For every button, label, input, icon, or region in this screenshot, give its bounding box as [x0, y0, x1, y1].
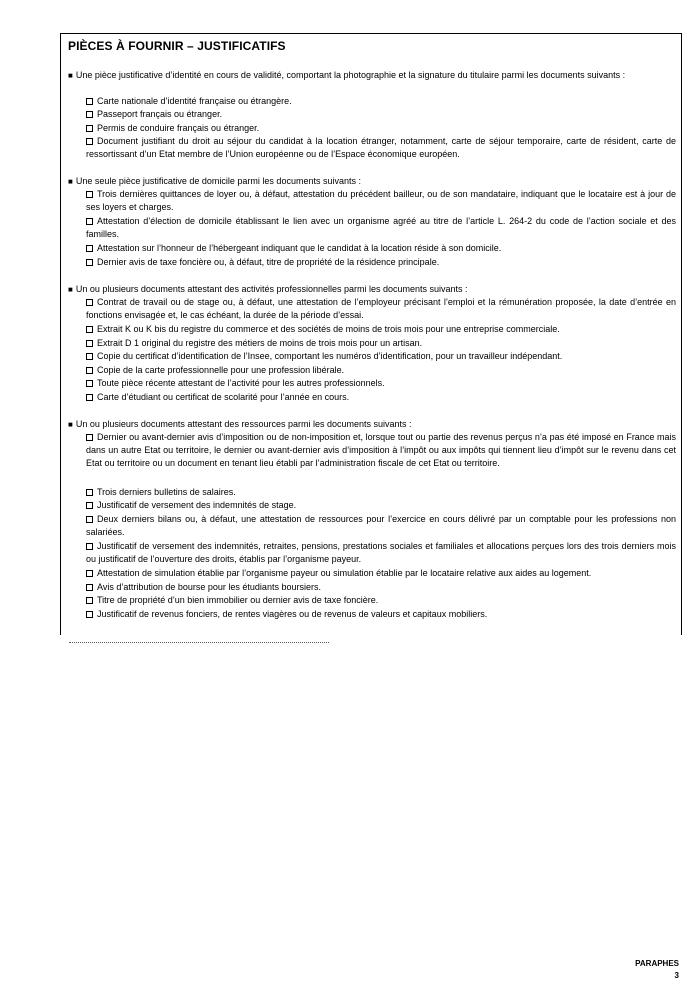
checkbox-icon[interactable]	[86, 570, 93, 577]
checkbox-icon[interactable]	[86, 353, 93, 360]
checklist-item[interactable]: Trois dernières quittances de loyer ou, à défaut, attestation du précédent bailleur, ou de son mandataire, indiquant que le locataire est à jour de ses loyers et charges.	[86, 189, 676, 213]
checkbox-icon[interactable]	[86, 367, 93, 374]
footer-initials	[635, 958, 679, 982]
checklist-item[interactable]: Passeport français ou étranger.	[86, 108, 676, 121]
checklist-item[interactable]: Document justifiant du droit au séjour du candidat à la location étranger, notamment, carte de séjour temporaire, carte de résident, carte de ressortissant d’un Etat membre de l’Union européenne ou de l’Espace économique européen.	[86, 136, 676, 160]
checkbox-icon[interactable]	[86, 434, 93, 441]
checkbox-icon[interactable]	[86, 489, 93, 496]
checklist-item[interactable]: Carte nationale d’identité française ou étrangère.	[86, 95, 676, 108]
checklist-item[interactable]: Attestation d’élection de domicile établissant le lien avec un organisme agréé au titre de l’article L. 264-2 du code de l’action sociale et des familles.	[86, 216, 676, 240]
checklist-item[interactable]: Permis de conduire français ou étranger.	[86, 122, 676, 135]
checkbox-icon[interactable]	[86, 340, 93, 347]
section-heading-domicile: ■ Une seule pièce justificative de domicile parmi les documents suivants :	[68, 176, 361, 186]
checklist-item[interactable]: Dernier avis de taxe foncière ou, à défaut, titre de propriété de la résidence principale.	[86, 256, 676, 269]
checklist-item[interactable]: Extrait D 1 original du registre des métiers de moins de trois mois pour un artisan.	[86, 337, 676, 350]
checklist-item[interactable]: Trois derniers bulletins de salaires.	[86, 486, 676, 499]
checkbox-icon[interactable]	[86, 611, 93, 618]
checkbox-icon[interactable]	[86, 125, 93, 132]
square-bullet-icon: ■	[68, 420, 73, 429]
square-bullet-icon: ■	[68, 177, 73, 186]
checkbox-icon[interactable]	[86, 111, 93, 118]
checklist-item[interactable]: Copie du certificat d’identification de l’Insee, comportant les numéros d’identification, pour un travailleur indépendant.	[86, 350, 676, 363]
checkbox-icon[interactable]	[86, 516, 93, 523]
checklist-item[interactable]: Toute pièce récente attestant de l’activité pour les autres professionnels.	[86, 377, 676, 390]
checkbox-icon[interactable]	[86, 259, 93, 266]
checklist-item[interactable]: Justificatif de versement des indemnités, retraites, pensions, prestations sociales et familiales et allocations perçues lors des trois derniers mois ou justificatif de l’ouverture des droits, établis par l’organisme payeur.	[86, 541, 676, 565]
section-heading-professional: ■ Un ou plusieurs documents attestant des activités professionnelles parmi les documents suivants :	[68, 284, 468, 294]
checkbox-icon[interactable]	[86, 245, 93, 252]
checkbox-icon[interactable]	[86, 218, 93, 225]
checklist-item[interactable]: Deux derniers bilans ou, à défaut, une attestation de ressources pour l’exercice en cours délivré par un comptable pour les professions non salariées.	[86, 514, 676, 538]
checklist-item[interactable]: Carte d’étudiant ou certificat de scolarité pour l’année en cours.	[86, 391, 676, 404]
checklist-item[interactable]: Avis d’attribution de bourse pour les étudiants boursiers.	[86, 581, 676, 594]
checkbox-icon[interactable]	[86, 138, 93, 145]
checkbox-icon[interactable]	[86, 394, 93, 401]
square-bullet-icon: ■	[68, 285, 73, 294]
checkbox-icon[interactable]	[86, 380, 93, 387]
checklist-item[interactable]: Extrait K ou K bis du registre du commerce et des sociétés de moins de trois mois pour une entreprise commerciale.	[86, 323, 676, 336]
checkbox-icon[interactable]	[86, 502, 93, 509]
square-bullet-icon: ■	[68, 71, 73, 80]
checklist-item[interactable]: Attestation sur l’honneur de l’hébergeant indiquant que le candidat à la location réside à son domicile.	[86, 242, 676, 255]
checkbox-icon[interactable]	[86, 597, 93, 604]
checklist-item[interactable]: Attestation de simulation établie par l’organisme payeur ou simulation établie par le locataire relative aux aides au logement.	[86, 567, 676, 580]
paraphes-label: PARAPHES	[635, 959, 679, 968]
checklist-item[interactable]: Justificatif de revenus fonciers, de rentes viagères ou de revenus de valeurs et capitaux mobiliers.	[86, 608, 676, 621]
checklist-item[interactable]: Justificatif de versement des indemnités de stage.	[86, 499, 676, 512]
checklist-item[interactable]: Titre de propriété d’un bien immobilier ou dernier avis de taxe foncière.	[86, 594, 676, 607]
page-title: PIÈCES À FOURNIR – JUSTIFICATIFS	[68, 39, 286, 53]
dotted-separator	[69, 642, 329, 643]
page-number: 3	[674, 971, 679, 980]
checklist-item[interactable]: Dernier ou avant-dernier avis d’imposition ou de non-imposition et, lorsque tout ou partie des revenus perçus n’a pas été imposé en France mais dans un autre Etat ou territoire, le dernier ou avant-dernier avis d’imposition à l’impôt ou aux impôts qui tiennent lieu d’impôt sur le revenu dans cet Etat ou territoire ou un document en tenant lieu établi par l’administration fiscale de cet Etat ou territoire.	[86, 432, 676, 469]
checkbox-icon[interactable]	[86, 326, 93, 333]
section-heading-resources: ■ Un ou plusieurs documents attestant des ressources parmi les documents suivants :	[68, 419, 412, 429]
checkbox-icon[interactable]	[86, 98, 93, 105]
checkbox-icon[interactable]	[86, 584, 93, 591]
checkbox-icon[interactable]	[86, 299, 93, 306]
checkbox-icon[interactable]	[86, 543, 93, 550]
checkbox-icon[interactable]	[86, 191, 93, 198]
checklist-item[interactable]: Copie de la carte professionnelle pour une profession libérale.	[86, 364, 676, 377]
section-heading-identity: ■ Une pièce justificative d’identité en cours de validité, comportant la photographie et la signature du titulaire parmi les documents suivants :	[68, 70, 626, 80]
checklist-item[interactable]: Contrat de travail ou de stage ou, à défaut, une attestation de l’employeur précisant l’emploi et la rémunération proposée, la date d’entrée en fonctions envisagée et, le cas échéant, la durée de la période d’essai.	[86, 297, 676, 321]
documents-box	[60, 33, 682, 635]
